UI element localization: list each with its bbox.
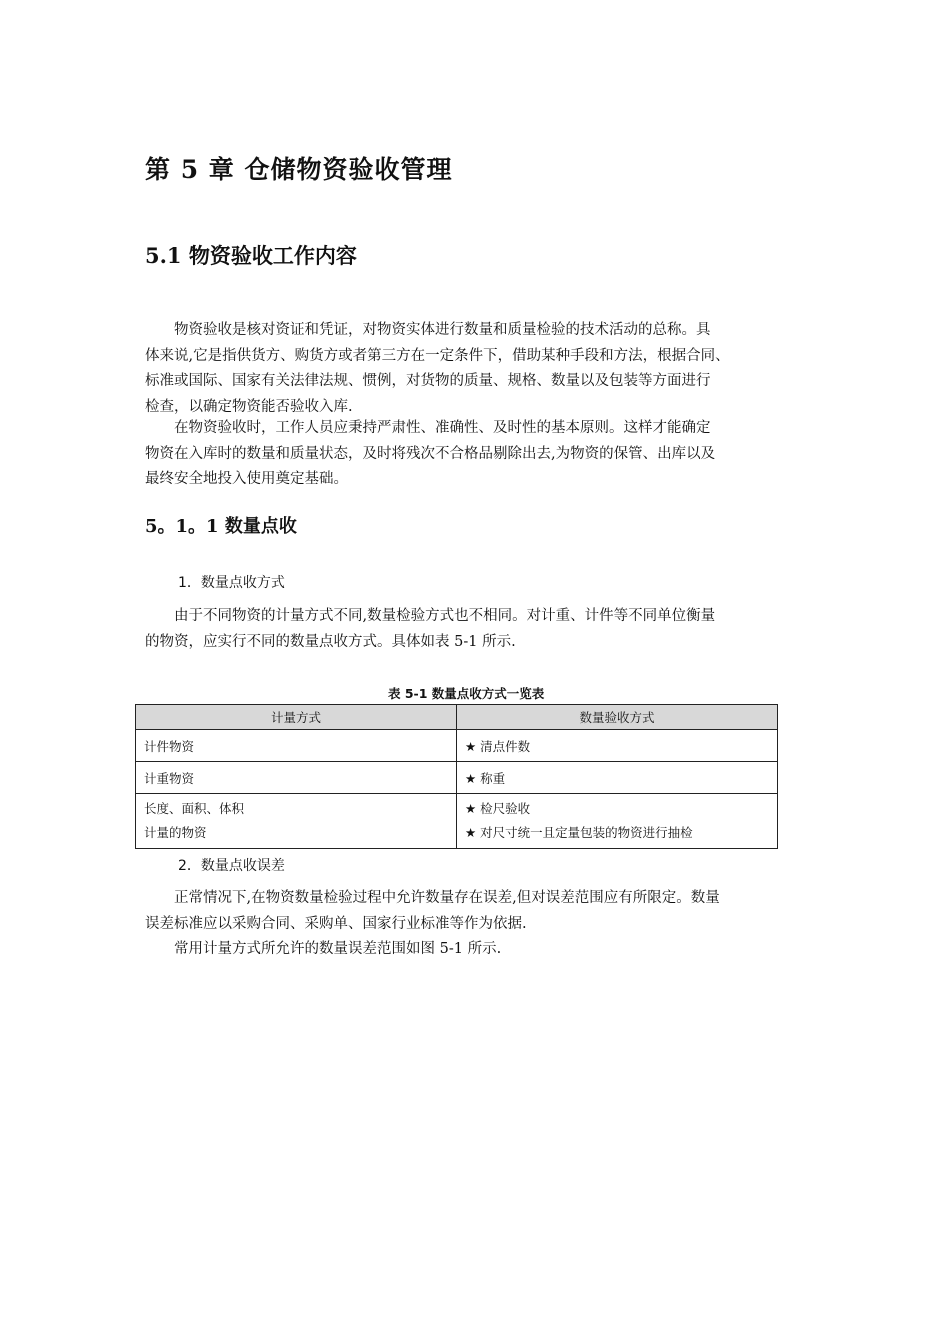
text-line: 物资在入库时的数量和质量状态，及时将残次不合格品剔除出去,为物资的保管、出库以及 bbox=[145, 445, 716, 462]
text-line: 最终安全地投入使用奠定基础。 bbox=[145, 471, 348, 487]
quantity-check-table bbox=[135, 704, 778, 849]
paragraph bbox=[145, 886, 720, 963]
column-header: 数量验收方式 bbox=[457, 705, 778, 730]
text-line: 误差标准应以采购合同、采购单、国家行业标准等作为依据. bbox=[145, 915, 527, 932]
cell-line: ★ 检尺验收 bbox=[465, 801, 531, 816]
table-cell: 计重物资 bbox=[136, 762, 457, 794]
text-line: 在物资验收时，工作人员应秉持严肃性、准确性、及时性的基本原则。这样才能确定 bbox=[145, 420, 711, 436]
cell-line: 计量的物资 bbox=[144, 825, 207, 840]
text-line: 的物资，应实行不同的数量点收方式。具体如表 5-1 所示. bbox=[145, 633, 516, 650]
table-row bbox=[136, 730, 778, 762]
text-line: 物资验收是核对资证和凭证，对物资实体进行数量和质量检验的技术活动的总称。具 bbox=[145, 322, 711, 338]
text-line: 正常情况下,在物资数量检验过程中允许数量存在误差,但对误差范围应有所限定。数量 bbox=[145, 890, 720, 906]
text-line: 常用计量方式所允许的数量误差范围如图 5-1 所示. bbox=[145, 941, 502, 957]
table-row bbox=[136, 762, 778, 794]
cell-line: 长度、面积、体积 bbox=[144, 801, 245, 816]
text-line: 体来说,它是指供货方、购货方或者第三方在一定条件下，借助某种手段和方法，根据合同、 bbox=[145, 347, 730, 364]
text-line: 检查，以确定物资能否验收入库. bbox=[145, 398, 353, 415]
paragraph bbox=[145, 416, 715, 493]
table-cell bbox=[136, 794, 457, 849]
cell-line: ★ 对尺寸统一且定量包装的物资进行抽检 bbox=[465, 825, 693, 840]
table-cell bbox=[457, 794, 778, 849]
text-line: 标准或国际、国家有关法律法规、惯例，对货物的质量、规格、数量以及包装等方面进行 bbox=[145, 373, 711, 389]
table-cell: 计件物资 bbox=[136, 730, 457, 762]
table-cell: ★ 清点件数 bbox=[457, 730, 778, 762]
text-line: 由于不同物资的计量方式不同,数量检验方式也不相同。对计重、计件等不同单位衡量 bbox=[145, 608, 716, 624]
chapter-title: 第 5 章 仓储物资验收管理 bbox=[145, 155, 453, 184]
table-header-row bbox=[136, 705, 778, 730]
subsection-title: 5。1。1 数量点收 bbox=[145, 516, 297, 537]
table-caption: 表 5-1 数量点收方式一览表 bbox=[388, 686, 545, 701]
paragraph bbox=[145, 318, 730, 420]
table-row bbox=[136, 794, 778, 849]
table-cell: ★ 称重 bbox=[457, 762, 778, 794]
column-header: 计量方式 bbox=[136, 705, 457, 730]
item-heading: 2．数量点收误差 bbox=[178, 858, 285, 874]
item-heading: 1．数量点收方式 bbox=[178, 575, 285, 591]
section-title: 5.1 物资验收工作内容 bbox=[145, 243, 357, 268]
paragraph bbox=[145, 604, 715, 655]
